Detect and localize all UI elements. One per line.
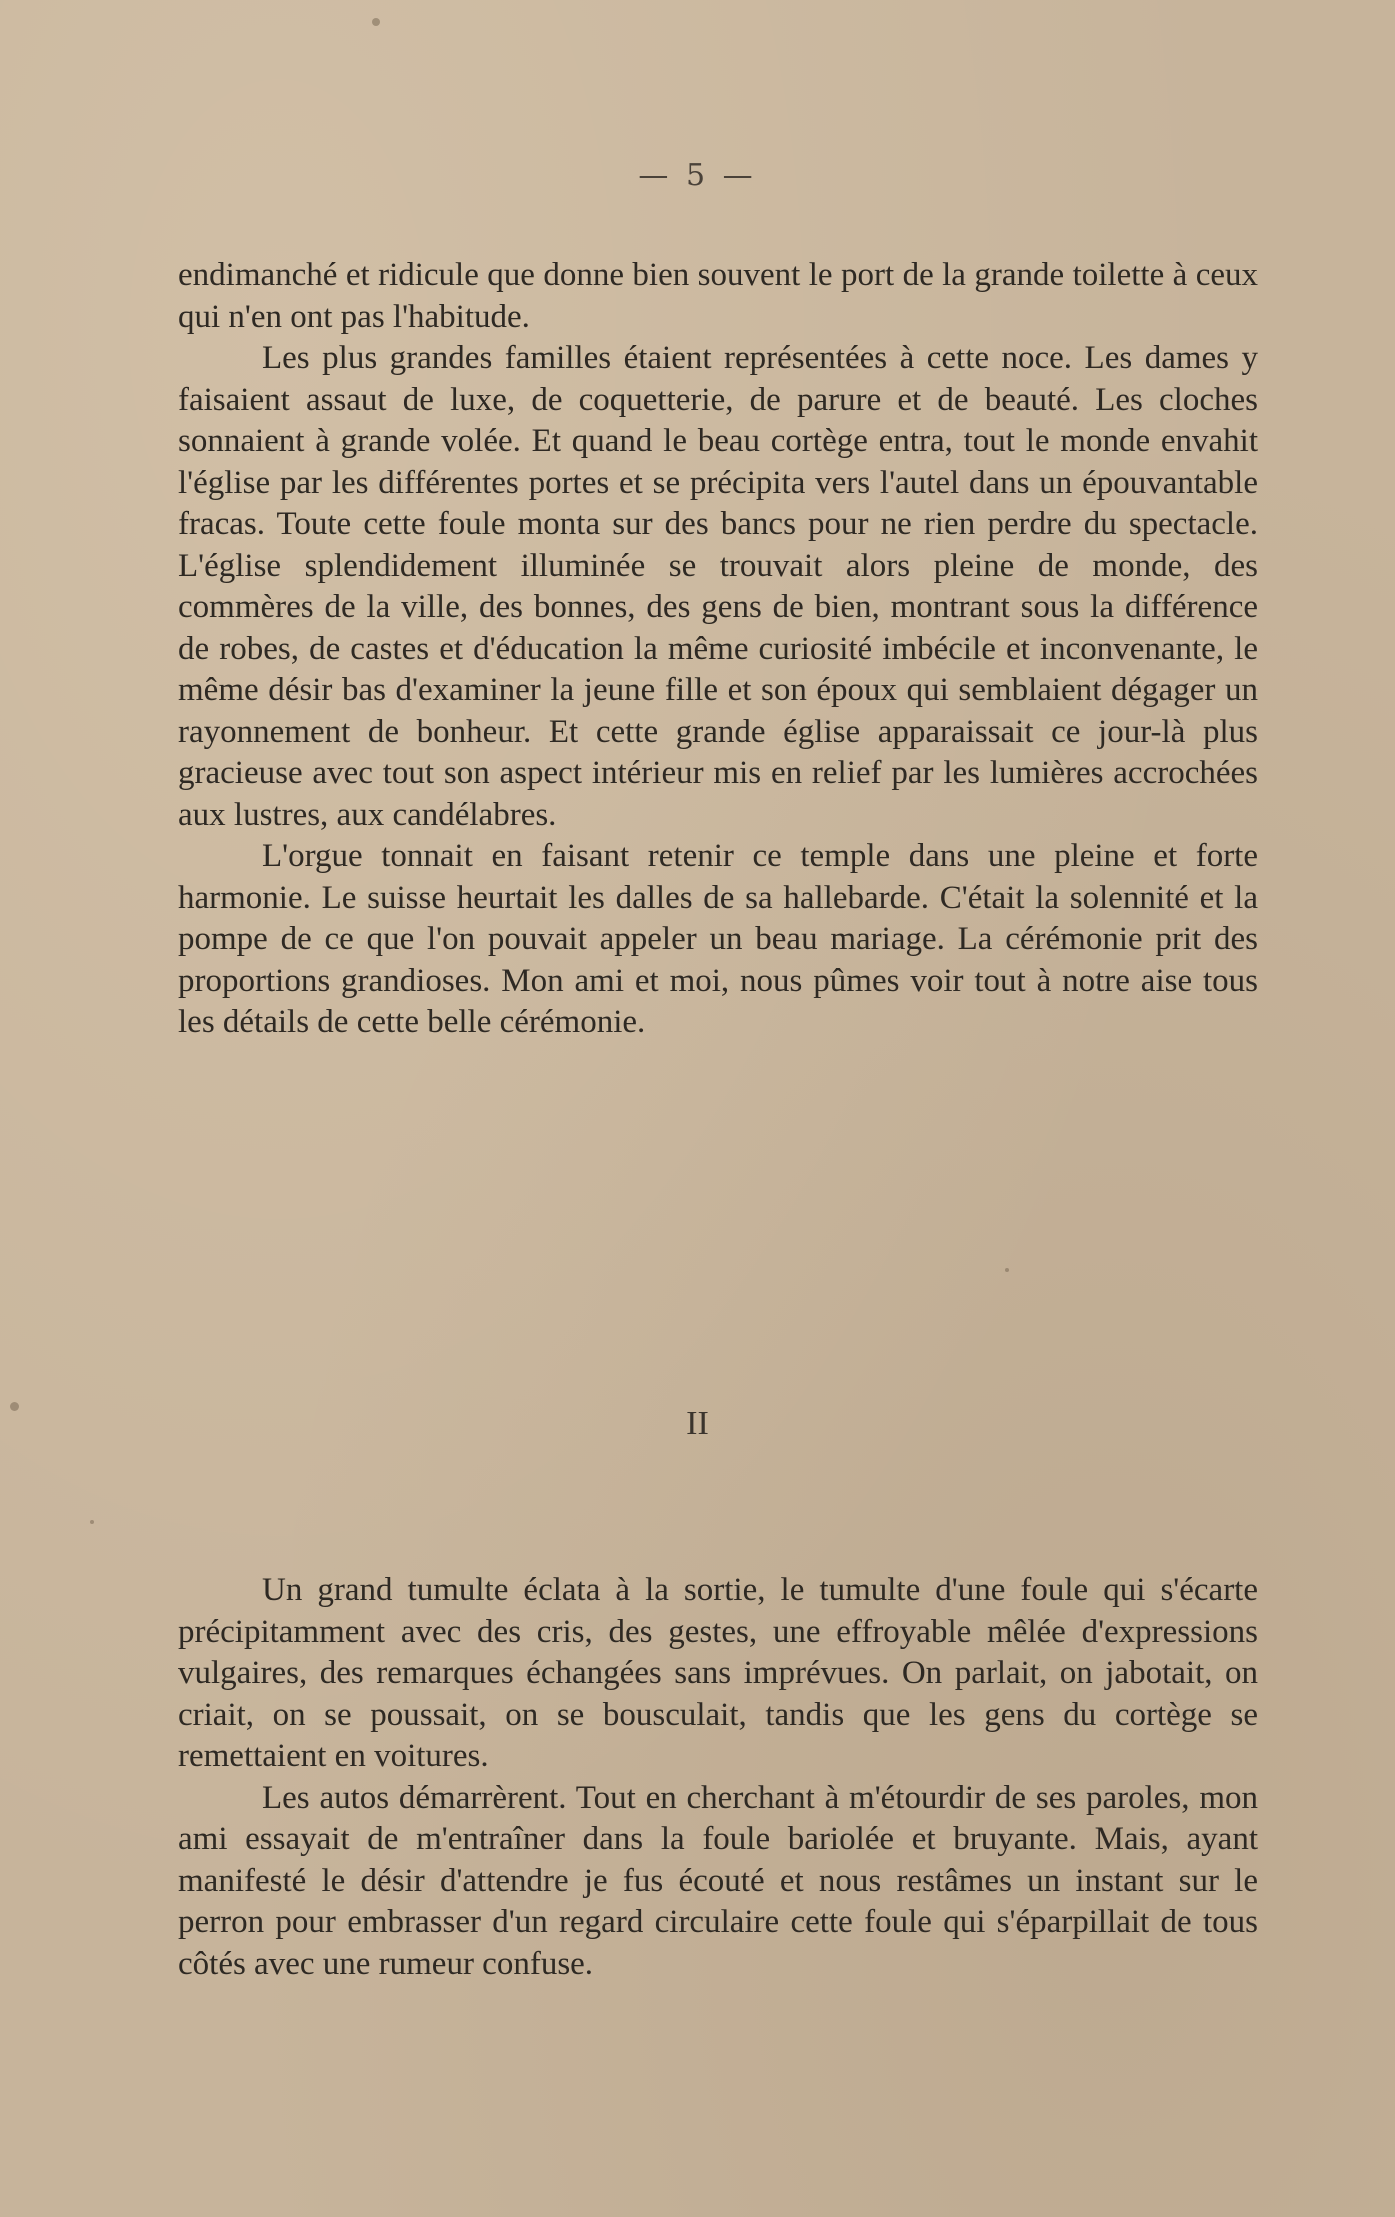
section-two-text — [178, 1570, 1258, 1985]
paper-speck — [90, 1520, 94, 1524]
section-heading: II — [686, 1405, 709, 1442]
page-number: — 5 — — [638, 158, 757, 193]
paragraph: Les plus grandes familles étaient représentées à cette noce. Les dames y faisaient assaut de luxe, de coquetterie, de parure et de beauté. Les cloches sonnaient à grande volée. Et quand le beau cortège entra, tout le monde envahit l'église par les différentes portes et se précipita vers l'autel dans un épouvantable fracas. Toute cette foule monta sur des bancs pour ne rien perdre du spectacle. L'église splendidement illuminée se trouvait alors pleine de monde, des commères de la ville, des bonnes, des gens de bien, montrant sous la différence de robes, de castes et d'éducation la même curiosité imbécile et inconvenante, le même désir bas d'examiner la jeune fille et son époux qui semblaient dégager un rayonnement de bonheur. Et cette grande église apparaissait ce jour-là plus gracieuse avec tout son aspect intérieur mis en relief par les lumières accrochées aux lustres, aux candélabres. — [178, 340, 1258, 833]
paragraph: L'orgue tonnait en faisant retenir ce temple dans une pleine et forte harmonie. Le suisse heurtait les dalles de sa hallebarde. C'était la solennité et la pompe de ce que l'on pouvait appeler un beau mariage. La cérémonie prit des proportions grandioses. Mon ami et moi, nous pûmes voir tout à notre aise tous les détails de cette belle cérémonie. — [178, 838, 1258, 1040]
paper-speck — [10, 1402, 19, 1411]
paragraph: Un grand tumulte éclata à la sortie, le tumulte d'une foule qui s'écarte précipitamment avec des cris, des gestes, une effroyable mêlée d'expressions vulgaires, des remarques échangées sans imprévues. On parlait, on jabotait, on criait, on se poussait, on se bousculait, tandis que les gens du cortège se remettaient en voitures. — [178, 1572, 1258, 1774]
paragraph: endimanché et ridicule que donne bien souvent le port de la grande toilette à ceux qui n'en ont pas l'habitude. — [178, 257, 1258, 335]
section-one-text — [178, 255, 1258, 1044]
paper-speck — [1005, 1268, 1009, 1272]
paper-speck — [372, 18, 380, 26]
paragraph: Les autos démarrèrent. Tout en cherchant à m'étourdir de ses paroles, mon ami essayait de m'entraîner dans la foule bariolée et bruyante. Mais, ayant manifesté le désir d'attendre je fus écouté et nous restâmes un instant sur le perron pour embrasser d'un regard circulaire cette foule qui s'éparpillait de tous côtés avec une rumeur confuse. — [178, 1779, 1258, 1982]
